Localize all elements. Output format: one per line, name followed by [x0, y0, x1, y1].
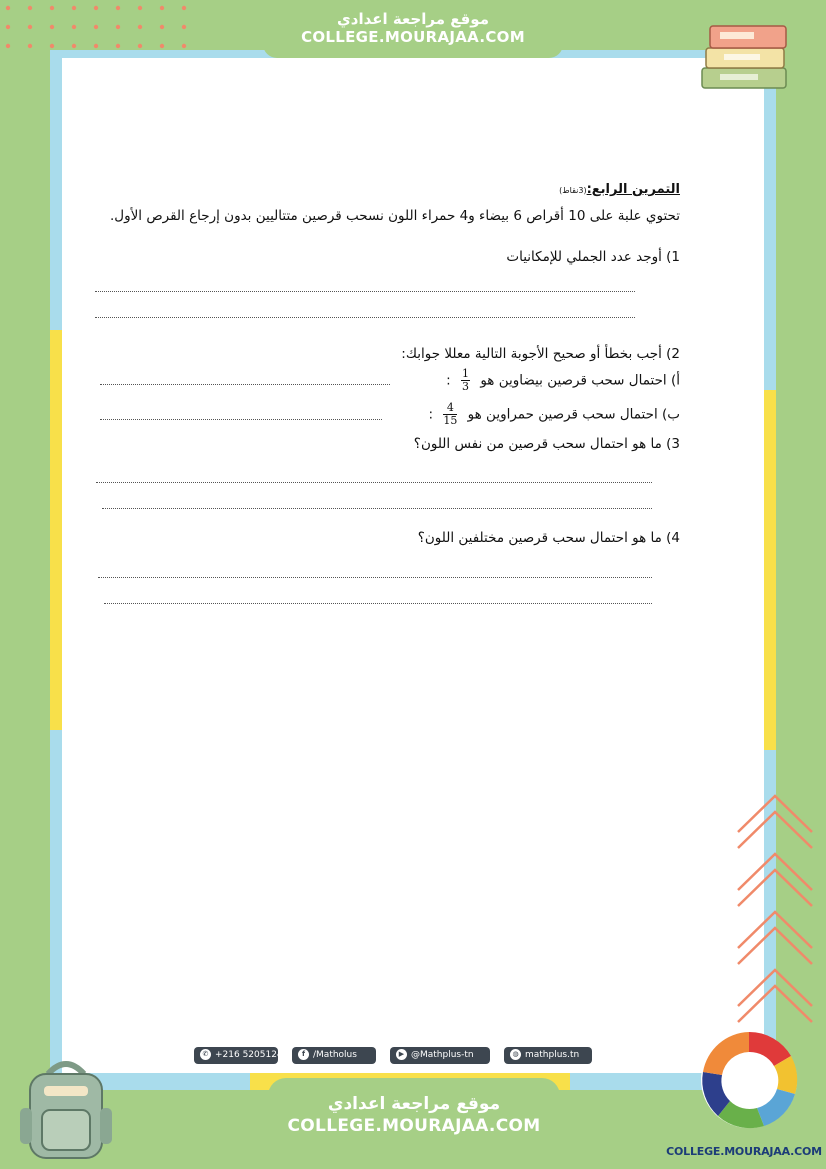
question-3: 3) ما هو احتمال سحب قرصين من نفس اللون؟	[413, 436, 680, 452]
globe-icon: ◍	[510, 1049, 521, 1060]
header-banner	[263, 6, 563, 58]
exercise-heading	[559, 178, 680, 197]
answer-line[interactable]	[100, 419, 382, 420]
yellow-strip-left	[50, 330, 62, 730]
footer-site-url[interactable]: COLLEGE.MOURAJAA.COM	[287, 1116, 541, 1136]
facebook-icon: f	[298, 1049, 309, 1060]
answer-line[interactable]	[98, 577, 652, 578]
question-2: 2) أجب بخطأ أو صحيح الأجوبة التالية معللا جوابك:	[401, 346, 680, 362]
answer-line[interactable]	[102, 508, 652, 509]
question-2a: أ) احتمال سحب قرصين بيضاوين هو $\frac{1}{3}$ :	[446, 367, 680, 393]
social-youtube[interactable]: ▶ @Mathplus-tn	[390, 1047, 490, 1064]
question-1: 1) أوجد عدد الجملي للإمكانيات	[506, 249, 680, 265]
answer-line[interactable]	[100, 384, 390, 385]
fraction-one-third: $\frac{1}{3}$	[462, 367, 470, 393]
answer-line[interactable]	[104, 603, 652, 604]
backpack-illustration	[14, 1052, 118, 1164]
question-2b: ب) احتمال سحب قرصين حمراوين هو $\frac{4}{15}$ :	[428, 401, 680, 427]
header-site-name: موقع مراجعة اعدادي	[337, 10, 489, 28]
question-2b-text: ب) احتمال سحب قرصين حمراوين هو	[467, 406, 680, 423]
answer-line[interactable]	[95, 317, 635, 318]
exercise-points: (3نقاط)	[559, 186, 587, 195]
question-4: 4) ما هو احتمال سحب قرصين مختلفين اللون؟	[417, 530, 680, 546]
whatsapp-icon: ✆	[200, 1049, 211, 1060]
question-2a-text: أ) احتمال سحب قرصين بيضاوين هو	[480, 372, 680, 389]
yellow-strip-right	[764, 390, 776, 750]
footer-banner	[268, 1078, 560, 1169]
fraction-four-fifteenths: $\frac{4}{15}$	[443, 401, 458, 427]
social-facebook[interactable]: f /Matholus	[292, 1047, 376, 1064]
social-phone[interactable]: ✆ +216 52051249	[194, 1047, 278, 1064]
college-logo	[694, 1020, 804, 1140]
footer-site-name: موقع مراجعة اعدادي	[327, 1094, 501, 1114]
header-site-url[interactable]: COLLEGE.MOURAJAA.COM	[301, 28, 525, 46]
answer-line[interactable]	[96, 482, 652, 483]
youtube-icon: ▶	[396, 1049, 407, 1060]
social-website[interactable]: ◍ mathplus.tn	[504, 1047, 592, 1064]
exercise-intro: تحتوي علبة على 10 أقراص 6 بيضاء و4 حمراء اللون نسحب قرصين متتاليين بدون إرجاع القرص الأول.	[109, 208, 680, 224]
answer-line[interactable]	[95, 291, 635, 292]
chevron-decoration	[732, 790, 818, 1026]
books-illustration	[694, 14, 794, 94]
logo-caption: COLLEGE.MOURAJAA.COM	[666, 1145, 822, 1158]
exercise-title: التمرين الرابع:	[586, 182, 680, 197]
